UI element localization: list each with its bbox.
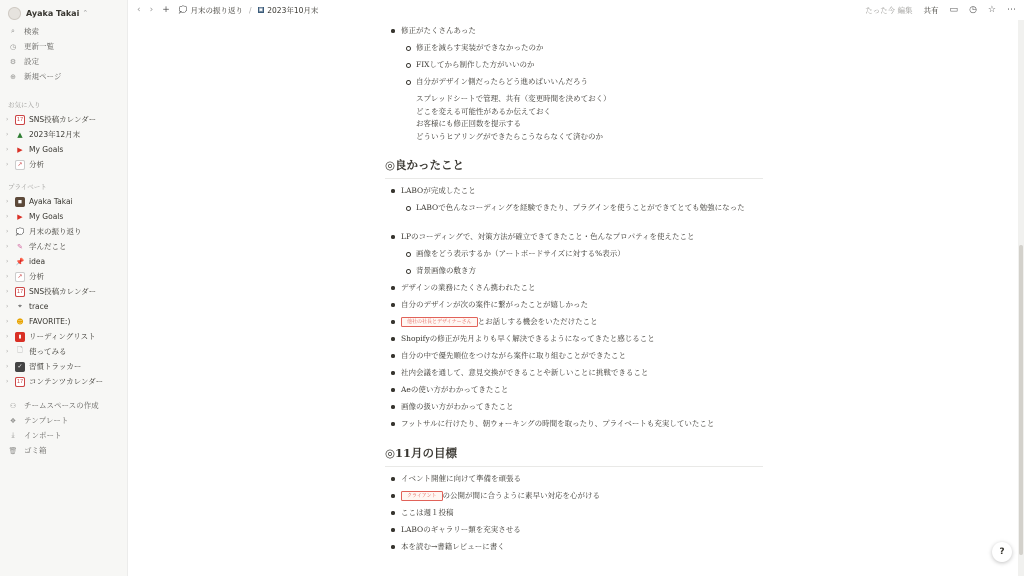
sidebar-item-label: 2023年12月末 bbox=[29, 130, 81, 139]
sidebar-item-ayaka[interactable] bbox=[0, 194, 127, 209]
sidebar-item-label: インポート bbox=[24, 431, 62, 440]
sidebar-item-content-calendar[interactable] bbox=[0, 374, 127, 389]
template-icon: ❖ bbox=[9, 416, 17, 425]
chevron-right-icon[interactable]: › bbox=[6, 273, 9, 280]
forward-icon[interactable]: › bbox=[149, 5, 154, 15]
sidebar-item-learned[interactable] bbox=[0, 239, 127, 254]
calendar-icon: 17 bbox=[16, 116, 24, 123]
list-item[interactable]: 自分の中で優先順位をつけながら案件に取り組むことができたこと bbox=[385, 350, 765, 367]
chevron-right-icon[interactable]: › bbox=[6, 303, 9, 310]
sidebar-item-2023-dec[interactable] bbox=[0, 127, 127, 142]
sidebar-item-label: My Goals bbox=[29, 145, 64, 154]
list-item-text: とお話しする機会をいただけたこと bbox=[477, 317, 598, 326]
sidebar-item-analysis-2[interactable] bbox=[0, 269, 127, 284]
sidebar-item-reading-list[interactable] bbox=[0, 329, 127, 344]
list-item[interactable]: フットサルに行けたり、朝ウォーキングの時間を取ったり、プライベートも充実していたこと bbox=[385, 418, 765, 435]
sidebar-create-teamspace[interactable] bbox=[0, 398, 127, 413]
sidebar-item-label: 学んだこと bbox=[29, 242, 67, 251]
sidebar-item-label: FAVORITE:) bbox=[29, 317, 71, 326]
sidebar-item-sns-calendar[interactable] bbox=[0, 112, 127, 127]
list-item[interactable]: LABOが完成したこと bbox=[385, 185, 765, 202]
help-button[interactable]: ? bbox=[992, 542, 1012, 562]
workspace-name: Ayaka Takai bbox=[26, 8, 80, 18]
sidebar-item-label: 検索 bbox=[24, 27, 39, 36]
plus-circle-icon: ⊕ bbox=[10, 72, 16, 81]
chevron-right-icon[interactable]: › bbox=[6, 161, 9, 168]
list-item[interactable]: 自分がデザイン側だったらどう進めばいいんだろう bbox=[385, 76, 765, 93]
chevron-right-icon[interactable]: › bbox=[6, 131, 9, 138]
top-bar bbox=[129, 0, 1024, 20]
sidebar-item-label: 新規ページ bbox=[24, 72, 62, 81]
team-icon: ⚇ bbox=[9, 401, 17, 410]
sidebar-item-label: 更新一覧 bbox=[24, 42, 54, 51]
sidebar-item-try-it[interactable] bbox=[0, 344, 127, 359]
chevron-right-icon[interactable]: › bbox=[6, 243, 9, 250]
search-icon: ⌕ bbox=[11, 27, 15, 35]
sidebar-item-analysis[interactable] bbox=[0, 157, 127, 172]
sidebar-item-favorite[interactable] bbox=[0, 314, 127, 329]
list-item[interactable]: 修正を減らす実装ができなかったのか bbox=[385, 42, 765, 59]
photo-icon: ◼ bbox=[15, 197, 25, 207]
download-icon: ⤓ bbox=[11, 431, 15, 439]
calendar-icon: 17 bbox=[16, 378, 24, 385]
trash-icon: 🗑 bbox=[8, 446, 18, 455]
sidebar-item-label: リーディングリスト bbox=[29, 332, 96, 341]
sidebar-trash[interactable] bbox=[0, 443, 127, 458]
avatar bbox=[8, 7, 21, 20]
mention-tag[interactable]: 他社の社長とデザイナーさん bbox=[401, 317, 478, 327]
chevron-right-icon[interactable]: › bbox=[6, 213, 9, 220]
sidebar-item-label: チームスペースの作成 bbox=[24, 401, 99, 410]
top-bar-actions bbox=[865, 5, 1016, 16]
scrollbar-thumb[interactable] bbox=[1019, 245, 1023, 555]
sidebar-new-page[interactable] bbox=[0, 69, 127, 84]
list-item[interactable]: デザインの業務にたくさん携われたこと bbox=[385, 282, 765, 299]
clock-icon: ◷ bbox=[9, 42, 17, 51]
list-item[interactable]: 修正がたくさんあった bbox=[385, 25, 765, 42]
list-item[interactable]: 本を読む→書籍レビューに書く bbox=[385, 541, 765, 558]
sidebar-item-trace[interactable] bbox=[0, 299, 127, 314]
chevron-right-icon[interactable]: › bbox=[6, 333, 9, 340]
list-item[interactable]: 自分のデザインが次の案件に繋がったことが嬉しかった bbox=[385, 299, 765, 316]
chevron-right-icon[interactable]: › bbox=[6, 198, 9, 205]
star-icon[interactable]: ☆ bbox=[987, 5, 996, 15]
breadcrumb bbox=[179, 5, 319, 16]
sidebar-item-label: SNS投稿カレンダー bbox=[29, 287, 97, 296]
sidebar-item-label: Ayaka Takai bbox=[29, 197, 73, 206]
sidebar-item-label: My Goals bbox=[29, 212, 64, 221]
chevron-right-icon[interactable]: › bbox=[6, 288, 9, 295]
edited-status: たった今 編集 bbox=[865, 5, 913, 15]
chevron-right-icon[interactable]: › bbox=[6, 258, 9, 265]
gear-icon: ⚙ bbox=[9, 57, 17, 66]
heading-good-things[interactable]: ◎良かったこと bbox=[385, 157, 763, 179]
sidebar-item-label: trace bbox=[29, 302, 49, 311]
list-item[interactable]: Shopifyの修正が先月よりも早く解決できるようになってきたと感じること bbox=[385, 333, 765, 350]
page-content bbox=[385, 20, 765, 558]
sidebar-item-label: idea bbox=[29, 257, 46, 266]
sidebar-search[interactable] bbox=[0, 24, 127, 39]
sidebar-item-sns-calendar-2[interactable] bbox=[0, 284, 127, 299]
list-item[interactable]: LABOのギャラリー類を充実させる bbox=[385, 524, 765, 541]
list-item[interactable]: ここは週１投稿 bbox=[385, 507, 765, 524]
sidebar-item-idea[interactable] bbox=[0, 254, 127, 269]
chart-icon: ↗ bbox=[15, 160, 25, 170]
sidebar-import[interactable] bbox=[0, 428, 127, 443]
favorites-section-title: お気に入り bbox=[8, 101, 41, 109]
list-item[interactable]: 画像をどう表示するか（アートボードサイズに対する%表示） bbox=[385, 248, 765, 265]
share-button[interactable]: 共有 bbox=[923, 5, 939, 15]
checkbox-icon: ✓ bbox=[15, 362, 25, 372]
private-section-title: プライベート bbox=[8, 183, 47, 191]
chart-icon: ↗ bbox=[15, 272, 25, 282]
speech-bubble-icon: 💭 bbox=[15, 227, 25, 236]
book-icon: ▮ bbox=[15, 332, 25, 342]
list-item[interactable] bbox=[385, 316, 765, 333]
chevron-right-icon[interactable]: › bbox=[6, 348, 9, 355]
list-item[interactable]: イベント開催に向けて準備を頑張る bbox=[385, 473, 765, 490]
page-cover-icon: ▣ bbox=[258, 7, 264, 13]
sidebar-item-label: 分析 bbox=[29, 160, 44, 169]
chevron-right-icon[interactable]: › bbox=[6, 116, 9, 123]
flag-icon: ▶ bbox=[17, 145, 23, 154]
sidebar-item-label: 設定 bbox=[24, 57, 39, 66]
sidebar-item-label: ゴミ箱 bbox=[24, 446, 47, 455]
speech-bubble-icon: 💭 bbox=[178, 6, 188, 14]
pencil-icon: ✎ bbox=[17, 242, 23, 251]
page-icon: 🗋 bbox=[17, 346, 23, 354]
sidebar-updates[interactable] bbox=[0, 39, 127, 54]
chevron-updown-icon: ⌃ bbox=[82, 9, 89, 17]
sidebar-item-label: 月末の振り返り bbox=[29, 227, 82, 236]
scrollbar[interactable] bbox=[1018, 20, 1024, 576]
sidebar-item-monthly-review[interactable] bbox=[0, 224, 127, 239]
list-item[interactable]: Aeの使い方がわかってきたこと bbox=[385, 384, 765, 401]
sidebar-settings[interactable] bbox=[0, 54, 127, 69]
list-item[interactable] bbox=[385, 490, 765, 507]
chevron-right-icon[interactable]: › bbox=[6, 228, 9, 235]
list-item[interactable]: 背景画像の敷き方 bbox=[385, 265, 765, 282]
text-line[interactable]: スプレッドシートで管理、共有（変更時間を決めておく） bbox=[416, 94, 611, 103]
text-line[interactable]: どういうヒアリングができたらこうならなくて済むのか bbox=[416, 131, 604, 141]
flag-icon: ▶ bbox=[17, 212, 23, 221]
list-item[interactable]: 社内会議を通して、意見交換ができることや新しいことに挑戦できること bbox=[385, 367, 765, 384]
list-item[interactable]: FIXしてから制作した方がいいのか bbox=[385, 59, 765, 76]
breadcrumb-separator: / bbox=[248, 5, 252, 15]
sidebar-item-habit-tracker[interactable] bbox=[0, 359, 127, 374]
sidebar-item-label: テンプレート bbox=[24, 416, 69, 425]
calendar-icon: 17 bbox=[16, 288, 24, 295]
cat-icon: ☻ bbox=[16, 317, 24, 326]
sidebar-item-label: 分析 bbox=[29, 272, 44, 281]
tree-icon: ▲ bbox=[17, 130, 23, 139]
list-item-text: の公開が間に合うように素早い対応を心がける bbox=[442, 491, 601, 500]
text-line[interactable]: どこを変える可能性があるか伝えておく bbox=[416, 106, 551, 116]
comment-icon[interactable]: ▭ bbox=[949, 5, 959, 15]
sidebar-item-label: コンテンツカレンダー bbox=[29, 377, 104, 386]
sidebar-item-label: 習慣トラッカー bbox=[29, 362, 82, 371]
chevron-right-icon[interactable]: › bbox=[6, 146, 9, 153]
chevron-right-icon[interactable]: › bbox=[6, 378, 9, 385]
mention-tag[interactable]: クライアント bbox=[401, 491, 443, 501]
chevron-right-icon[interactable]: › bbox=[6, 318, 9, 325]
telescope-icon: ⌖ bbox=[18, 302, 22, 310]
sidebar-item-my-goals-2[interactable] bbox=[0, 209, 127, 224]
more-icon[interactable]: ⋯ bbox=[1007, 5, 1016, 15]
breadcrumb-item-monthly-review[interactable]: 月末の振り返り bbox=[190, 5, 243, 15]
sidebar-templates[interactable] bbox=[0, 413, 127, 428]
list-item[interactable]: LABOで色んなコーディングを経験できたり、プラグインを使うことができてとても勉強になった bbox=[385, 202, 765, 231]
sidebar-item-label: SNS投稿カレンダー bbox=[29, 115, 97, 124]
chevron-right-icon[interactable]: › bbox=[6, 363, 9, 370]
list-item[interactable]: 画像の扱い方がわかってきたこと bbox=[385, 401, 765, 418]
heading-november-goals[interactable]: ◎11月の目標 bbox=[385, 445, 763, 467]
pin-icon: 📌 bbox=[15, 257, 25, 266]
sidebar-item-my-goals[interactable] bbox=[0, 142, 127, 157]
sidebar-item-label: 使ってみる bbox=[29, 347, 67, 356]
plus-icon[interactable]: + bbox=[162, 5, 170, 15]
workspace-switcher[interactable] bbox=[0, 0, 127, 26]
sidebar bbox=[0, 0, 128, 576]
history-icon[interactable]: ◷ bbox=[969, 5, 977, 15]
list-item[interactable]: LPのコーディングで、対策方法が確立できてきたこと・色んなプロパティを使えたこと bbox=[385, 231, 765, 248]
breadcrumb-item-current[interactable]: 2023年10月末 bbox=[267, 5, 319, 15]
text-line[interactable]: お客様にも修正回数を提示する bbox=[416, 119, 521, 128]
back-icon[interactable]: ‹ bbox=[137, 5, 141, 15]
